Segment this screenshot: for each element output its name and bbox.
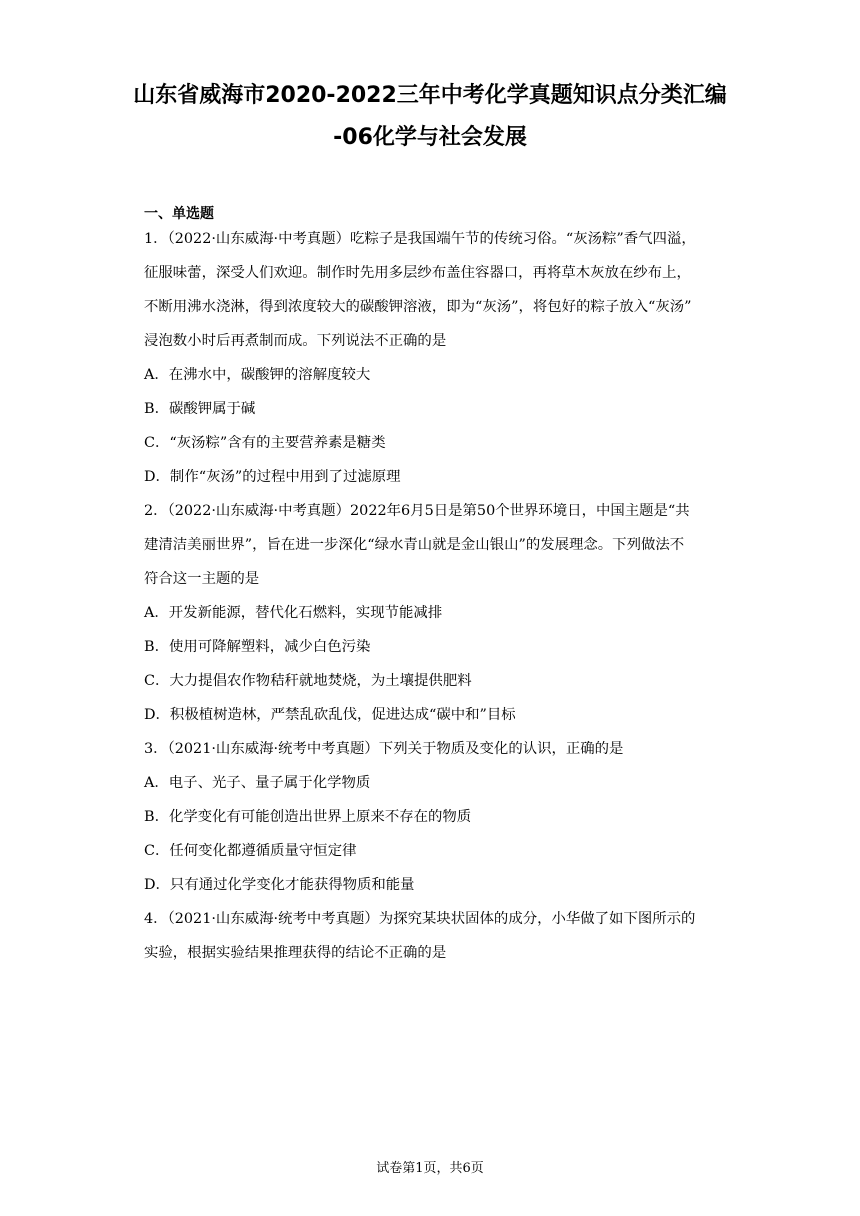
question-3-option-c: C．任何变化都遵循质量守恒定律 bbox=[144, 843, 357, 859]
question-3-option-a: A．电子、光子、量子属于化学物质 bbox=[144, 775, 371, 791]
question-2-line-3: 符合这一主题的是 bbox=[144, 571, 260, 587]
question-2-line-1: 2．（2022·山东威海·中考真题）2022年6月5日是第50个世界环境日，中国主题是“共 bbox=[144, 503, 690, 519]
question-1-option-d: D．制作“灰汤”的过程中用到了过滤原理 bbox=[144, 469, 401, 485]
question-4-line-2: 实验，根据实验结果推理获得的结论不正确的是 bbox=[144, 945, 447, 961]
document-title-line-2: -06化学与社会发展 bbox=[333, 125, 527, 150]
question-2-option-a: A．开发新能源，替代化石燃料，实现节能减排 bbox=[144, 605, 443, 621]
document-title-line-1: 山东省威海市2020-2022三年中考化学真题知识点分类汇编 bbox=[133, 83, 727, 108]
question-1-option-a: A．在沸水中，碳酸钾的溶解度较大 bbox=[144, 367, 371, 383]
question-2-line-2: 建清洁美丽世界”，旨在进一步深化“绿水青山就是金山银山”的发展理念。下列做法不 bbox=[144, 537, 685, 553]
question-1-line-3: 不断用沸水浇淋，得到浓度较大的碳酸钾溶液，即为“灰汤”，将包好的粽子放入“灰汤” bbox=[144, 299, 692, 315]
question-2-option-d: D．积极植树造林，严禁乱砍乱伐，促进达成“碳中和”目标 bbox=[144, 707, 516, 723]
question-1-option-c: C．“灰汤粽”含有的主要营养素是糖类 bbox=[144, 435, 386, 451]
question-1-line-4: 浸泡数小时后再煮制而成。下列说法不正确的是 bbox=[144, 333, 447, 349]
question-4-line-1: 4．（2021·山东威海·统考中考真题）为探究某块状固体的成分，小华做了如下图所示的 bbox=[144, 911, 696, 927]
question-2-option-c: C．大力提倡农作物秸秆就地焚烧，为土壤提供肥料 bbox=[144, 673, 472, 689]
question-3-option-d: D．只有通过化学变化才能获得物质和能量 bbox=[144, 877, 415, 893]
page-footer: 试卷第1页，共6页 bbox=[376, 1161, 484, 1176]
question-3-line-1: 3．（2021·山东威海·统考中考真题）下列关于物质及变化的认识，正确的是 bbox=[144, 741, 624, 757]
section-heading: 一、单选题 bbox=[144, 206, 214, 222]
question-2-option-b: B．使用可降解塑料，减少白色污染 bbox=[144, 639, 371, 655]
question-1-option-b: B．碳酸钾属于碱 bbox=[144, 401, 256, 417]
question-3-option-b: B．化学变化有可能创造出世界上原来不存在的物质 bbox=[144, 809, 472, 825]
question-1-line-2: 征服味蕾，深受人们欢迎。制作时先用多层纱布盖住容器口，再将草木灰放在纱布上， bbox=[144, 265, 691, 281]
question-1-line-1: 1．（2022·山东威海·中考真题）吃粽子是我国端午节的传统习俗。“灰汤粽”香气四溢， bbox=[144, 231, 696, 247]
